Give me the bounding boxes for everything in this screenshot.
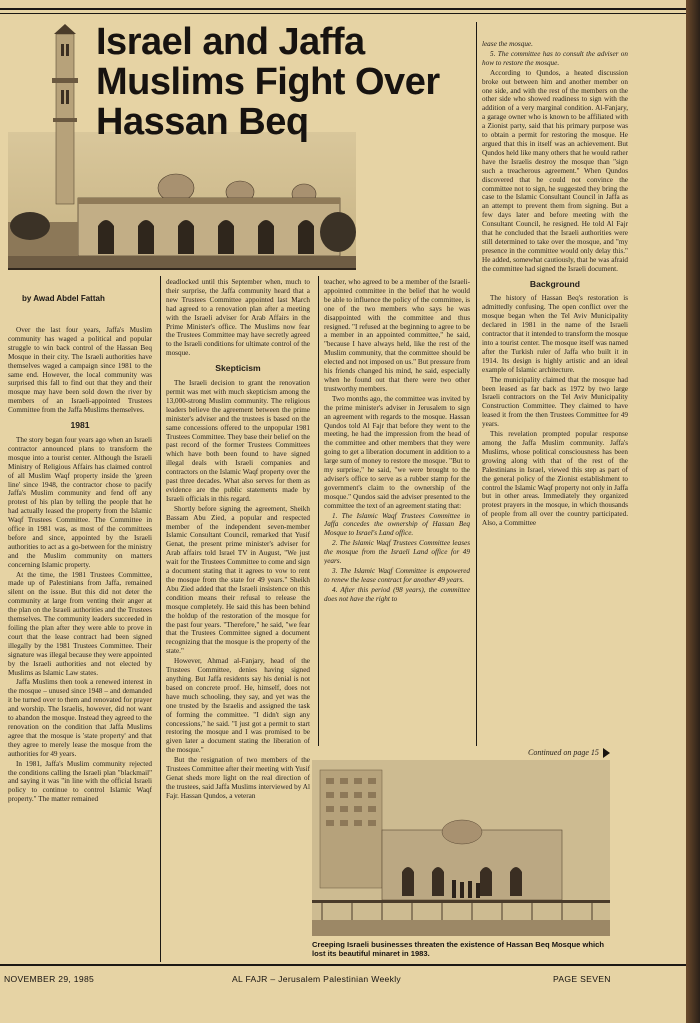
clause-text: 2. The Islamic Waqf Trustees Committee leases the mosque from the Israeli Land office for 49 years.: [324, 539, 470, 566]
book-spine: [686, 0, 700, 1023]
clause-text: 5. The committee has to consult the adviser on how to restore the mosque.: [482, 49, 628, 67]
paragraph: The Israeli decision to grant the renovation permit was met with much skepticism among the 13,000-strong Muslim community. The religious leaders believe the agreement between the prime minister's adviser and the trustees is based on the same concessions offered to the unpopular 1981 Trustees Committee. They base their belief on the past record of the former Trustees Committees which have both been found to have signed illegal deals with Israeli companies and contractors on the Islamic Waqf property over the past three decades. What also serves for them as evidence are the public statements made by Israeli officials in this regard.: [166, 379, 310, 503]
section-heading: 1981: [70, 420, 90, 431]
column-divider: [160, 276, 161, 962]
page-number: PAGE SEVEN: [553, 974, 611, 984]
street-photo: [312, 760, 610, 936]
agreement-clause: [482, 40, 628, 49]
paragraph: However, Ahmad al-Fanjary, head of the Trustees Committee, denies having signed anything. But Jaffa residents say his denial is not based on concrete proof. He, himself, does not have much schooling, they say, and yet was the one trusted by the Israelis and assigned the task of forming the committee. "I didn't sign any concessions," he said. "I just got a permit to start restoring the mosque and I was promised to be given later a document stating the liberation of the mosque.": [166, 657, 310, 755]
column-divider: [476, 22, 477, 746]
paragraph: The story began four years ago when an Israeli contractor announced plans to transform the mosque into a tourist center. Although the Israeli Ministry of Religious Affairs has claimed control of all Muslim Waqf property inside the 'green line' since 1948, the contractor chose to pacify Jaffa's Muslim community and fend off any protest of his plan by telling the people that he had actually leased the property from the Islamic Waqf Trustees Committee. The Committee in office in 1981 was, as most of the committees before and since, appointed by the Israeli authorities to act as a go-between for the ministry and the Muslim community on matters concerning Islamic property.: [8, 435, 152, 569]
paragraph: Two months ago, the committee was invited by the prime minister's adviser in Jerusalem to sign an agreement with regards to the mosque. Hassan Qundos told Al Fajr that before they went to the meeting, he had the impression from the head of the committee and other members that they were going to get a liberation document in addition to a large sum of money to restore the mosque. "But to my surprise," he said, "we were brought to the adviser's office to serve as a rubber stamp for the government's claim to the ownership of the mosque." Qundos said the adviser presented to the committee the text of an agreement stating that:: [324, 394, 470, 510]
footer-rule: [0, 964, 686, 966]
paragraph: This revelation prompted popular response among the Jaffa Muslim community. Jaffa's Muslims, whose political consciousness has been growing along with that of the rest of the Palestinians in Israel, viewed this step as part of the general policy of the Zionist establishment to control the Islamic Waqf property not only in Jaffa but in other areas. Immediately they organized protest prayers in the mosque, in which thousands of people from all over the country participated. Also, a Committee: [482, 430, 628, 528]
publication-name: AL FAJR – Jerusalem Palestinian Weekly: [232, 974, 402, 984]
paragraph: Over the last four years, Jaffa's Muslim community has waged a political and popular struggle to win back control of the Hassan Beq Mosque in their city. The Israeli authorities have themselves waged a campaign since 1981 to the same end. However, the local community was surprised this fall to find out that they and their mosque may have been sold down the river by members of an Israeli-appointed Trustees Committee from the Jaffa Muslims themselves.: [8, 326, 152, 415]
arrow-right-icon: [603, 748, 610, 758]
paragraph: deadlocked until this September when, much to their surprise, the Jaffa community heard that a new Trustees Committee appointed last March had agreed to a renovation plan after a meeting with the Israeli adviser for Arab Affairs in the Prime Minister's office. The Muslims now fear the Trustees Committee may have secretly agreed to the Israeli conditions for ultimate control of the mosque.: [166, 278, 310, 358]
top-rule-thin: [0, 13, 686, 14]
paragraph: The municipality claimed that the mosque had been leased as far back as 1972 by two large Israeli contractors on the Tel Aviv Municipality Construction Committee. They claimed to have leased it from the then Trustees Committee for 49 years.: [482, 375, 628, 429]
top-rule: [0, 8, 686, 10]
clause-text: lease the mosque.: [482, 40, 533, 48]
headline-line: Israel and Jaffa: [96, 21, 365, 63]
headline-line: Muslims Fight Over: [96, 61, 440, 103]
paragraph: teacher, who agreed to be a member of the Israeli-appointed committee in the belief that he would be able to influence the policy of the committee, is one of the two members who says he was disappointed with the committee and thus resigned. "I refused at the beginning to agree to be a member in an appointed committee," he said, "because I have always held, like the rest of the Muslim community, that the committee should be elected and not imposed on us." But pressure from his friends changed his mind, he said, especially when he found out that there were two other trustworthy members.: [324, 278, 470, 393]
issue-date: NOVEMBER 29, 1985: [4, 974, 95, 984]
article-column-4: [482, 40, 628, 744]
article-column-1: [8, 326, 152, 960]
paragraph: Jaffa Muslims then took a renewed interest in the mosque – unused since 1948 – and demanded it be turned over to them and renovated for prayer and worship. The Israelis, however, did not want to abandon the mosque. Instead they agreed to the renovation on the condition that Jaffa Muslims agree that the mosque is 'state property' and that they agree to merely lease the mosque from the authorities for 49 years.: [8, 678, 152, 758]
continued-note: [528, 748, 610, 758]
paragraph: The history of Hassan Beq's restoration is admittedly confusing. The open conflict over the mosque began when the Tel Aviv Municipality declared in 1981 in the name of the Israeli contractor that it intended to transform the mosque into a tourist center. The mosque itself was named after the Turkish ruler of Jaffa who built it in 1914. Its design is highly artistic and an ideal example of Islamic architecture.: [482, 294, 628, 374]
photo-caption: Creeping Israeli businesses threaten the existence of Hassan Beq Mosque which lost its beautiful minaret in 1983.: [312, 940, 605, 958]
continued-text: Continued on page 15: [528, 748, 599, 757]
agreement-clause: [324, 586, 470, 604]
paragraph: But the resignation of two members of the Trustees Committee after their meeting with Yusif Genat sheds more light on the real direction of the trustees, said Jaffa Muslims interviewed by Al Fajr. Hassan Qundos, a veteran: [166, 756, 310, 800]
byline: by Awad Abdel Fattah: [22, 294, 105, 303]
agreement-clause: [324, 567, 470, 585]
clause-text: 3. The Islamic Waqf Committee is empowered to renew the lease contract for another 49 years.: [324, 567, 470, 584]
section-heading: Background: [529, 278, 581, 289]
paragraph: In 1981, Jaffa's Muslim community rejected the conditions calling the Israeli plan "blackmail" and saying it was "in line with the official Israeli policy to continue to control Islamic Waqf property." The matter remained: [8, 759, 152, 804]
paragraph: According to Qundos, a heated discussion broke out between him and another member on one side, and with the rest of the members on the other side who showed readiness to sign with the addition of a very marginal condition. Al-Fanjary, a garage owner who is known to be affiliated with a Zionist party, said that his primary purpose was to obtain a permit for restoring the mosque. He argued that this in itself was an achievement. But Qundos held like many others that he would rather have the Israelis destroy the mosque than "sign such a treacherous agreement." When Qundos discovered that he could not convince the committee not to sign, he suggested they bring the case to the Islamic Consultant Council in Jaffa as an attempt to prevent them from signing. But a few days later and before meeting with the Consultant Council, he resigned. He told Al Fajr that he concluded that the Israeli authorities were still determined to take over the mosque, and "my presence in the committee would only delay this." He added, somewhat cautiously, that he was afraid the committee had signed the Israeli document.: [482, 68, 628, 273]
clause-text: 4. After this period (98 years), the committee does not have the right to: [324, 585, 470, 603]
section-heading: Skepticism: [215, 363, 261, 374]
agreement-clause: [324, 512, 470, 539]
article-column-2: [166, 278, 310, 960]
article-column-3: [324, 278, 470, 748]
headline-line: Hassan Beq: [96, 101, 309, 143]
paragraph: Shortly before signing the agreement, Sheikh Bassam Abu Zied, a popular and respected member of the independent seven-member Islamic Consultant Council, remarked that Yusif Genat, the present prime minister's adviser for Arab affairs told Israel TV in August, "We just wait for the Trustees Committee to come and sign a document stating that it agrees to vow to rent the mosque from the state for 49 years." Sheikh Abu Zied added that the Israeli insistence on this condition means their refusal to release the mosque completely. He said this has been behind the holdup of the restoration of the mosque for the past four years. "Therefore," he said, "we fear that the Trustees Committee signed a document recognizing that the mosque is the property of the state.": [166, 504, 310, 656]
clause-text: 1. The Islamic Waqf Trustees Committee in Jaffa concedes the ownership of Hassan Beq Mosque to Israel's Land office.: [324, 511, 470, 538]
headline: [96, 22, 456, 142]
paragraph: At the time, the 1981 Trustees Committee, made up of Palestinians from Jaffa, remained silent on the issue. But this did not deter the community at large from venting their anger at the plan on the Israeli authorities and the Trustees themselves. The community leaders succeeded in foiling the plan after they were able to prove in court that the lease contract had been signed illegally by the 1981 Trustees Committee. Their signature was illegal because they were appointed by the Israeli authorities and not elected by Muslims as Islamic Law states.: [8, 570, 152, 677]
column-divider: [318, 276, 319, 746]
agreement-clause: [482, 50, 628, 68]
agreement-clause: [324, 539, 470, 566]
